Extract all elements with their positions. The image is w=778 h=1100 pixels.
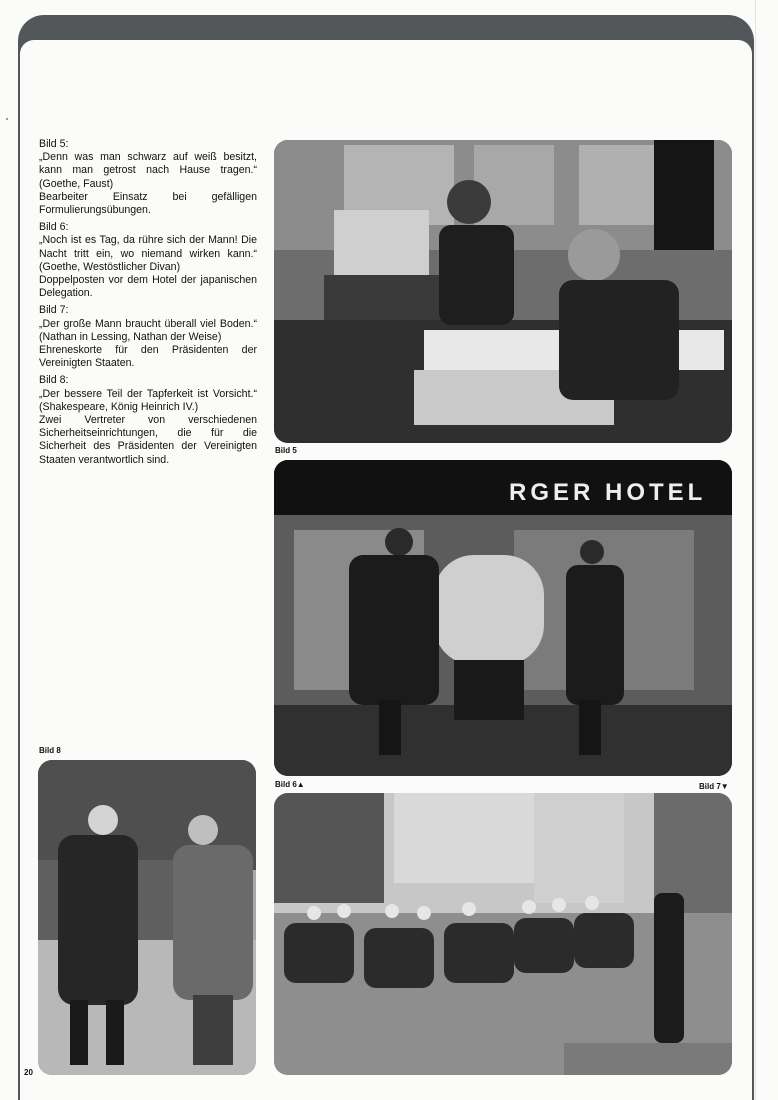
caption-heading: Bild 8: — [39, 374, 69, 387]
caption-quote: „Noch ist es Tag, da rühre sich der Mann! Die Nacht tritt ein, wo niemand wirken kann.“ (Goethe, Westöstlicher Divan) — [39, 234, 257, 273]
photo-bild8 — [38, 760, 256, 1075]
caption-description: Doppelposten vor dem Hotel der japanischen Delegation. — [39, 274, 257, 300]
photo-bild7 — [274, 793, 732, 1075]
caption-column — [39, 138, 257, 471]
caption-bild5 — [39, 138, 257, 217]
caption-bild6 — [39, 221, 257, 300]
photo-bild6 — [274, 460, 732, 776]
page-number: 20 — [24, 1068, 33, 1077]
caption-description: Ehreneskorte für den Präsidenten der Vereinigten Staaten. — [39, 344, 257, 370]
caption-description: Zwei Vertreter von verschiedenen Sicherheitseinrichtungen, die für die Sicherheit des Präsidenten der Vereinigten Staaten verantwortlich sind. — [39, 414, 257, 466]
caption-quote: „Der bessere Teil der Tapferkeit ist Vorsicht.“ (Shakespeare, König Heinrich IV.) — [39, 387, 257, 413]
photo-bild5 — [274, 140, 732, 443]
caption-bild8 — [39, 374, 257, 466]
caption-heading: Bild 5: — [39, 138, 69, 150]
caption-quote: „Der große Mann braucht überall viel Boden.“ (Nathan in Lessing, Nathan der Weise) — [39, 317, 257, 343]
label-bild6: Bild 6▲ — [275, 780, 305, 789]
caption-bild7 — [39, 304, 257, 370]
hotel-sign-text: RGER HOTEL — [509, 479, 707, 506]
edge-mark — [6, 118, 8, 120]
caption-quote: „Denn was man schwarz auf weiß besitzt, kann man getrost nach Hause tragen.“ (Goethe, Faust) — [39, 151, 257, 190]
page-edge — [755, 0, 756, 1100]
label-bild8: Bild 8 — [39, 746, 61, 755]
caption-description: Bearbeiter Einsatz bei gefälligen Formulierungsübungen. — [39, 190, 257, 217]
caption-heading: Bild 7: — [39, 304, 69, 317]
label-bild5: Bild 5 — [275, 446, 297, 455]
label-bild7: Bild 7▼ — [699, 782, 729, 791]
caption-heading: Bild 6: — [39, 221, 69, 234]
